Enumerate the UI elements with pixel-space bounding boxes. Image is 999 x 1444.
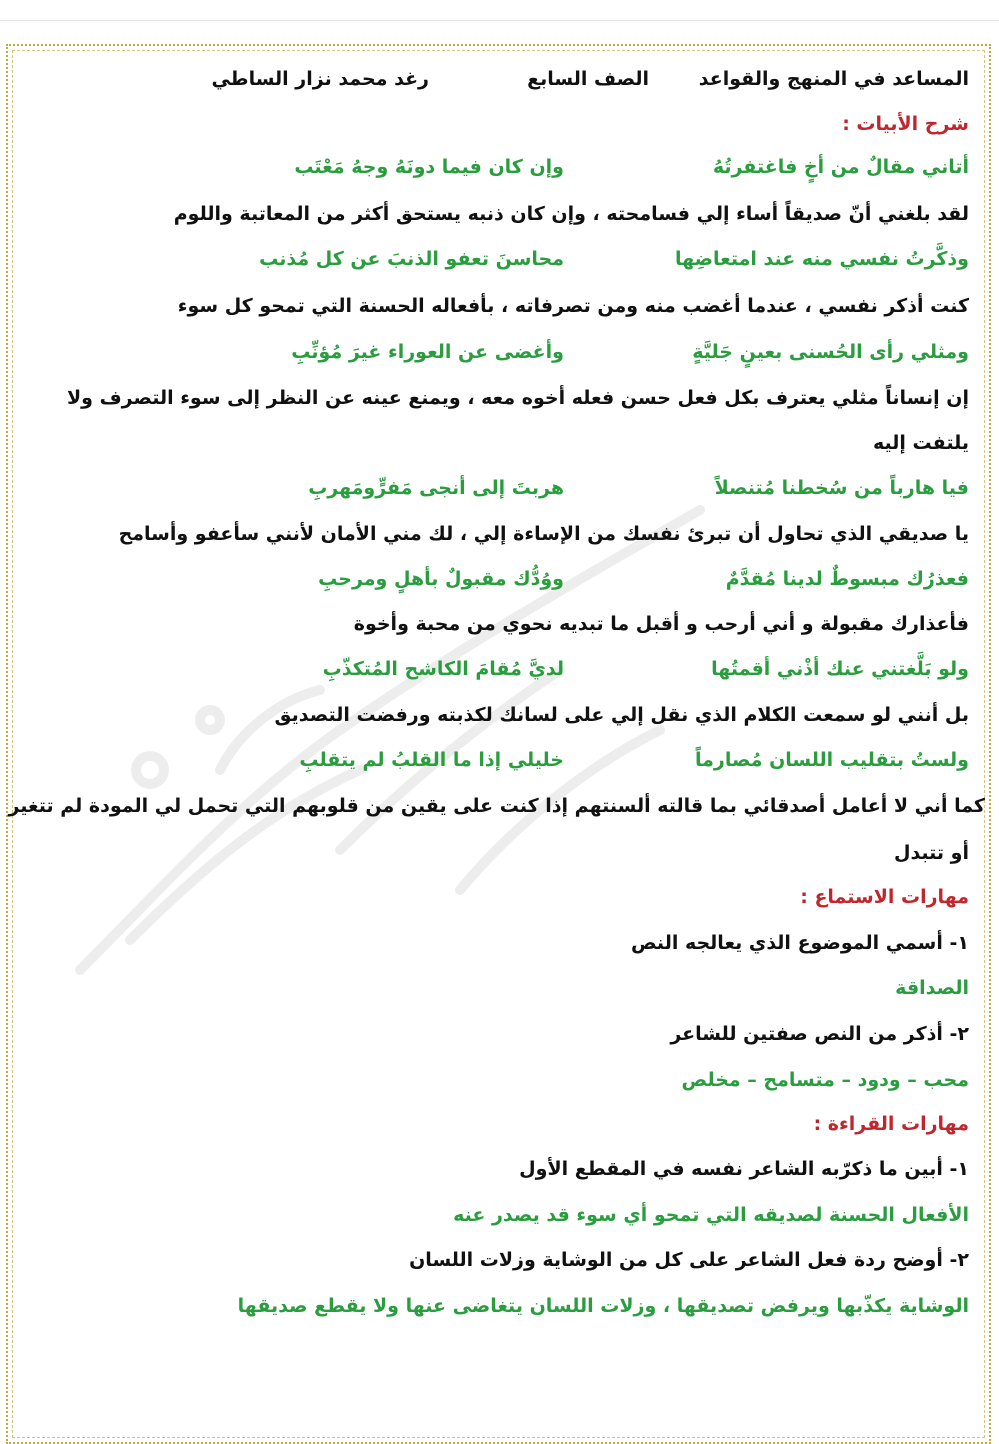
verse-explanation: يا صديقي الذي تحاول أن تبرئ نفسك من الإساءة إلي ، لك مني الأمان لأنني سأعفو وأسامح — [118, 523, 969, 545]
listening-heading: مهارات الاستماع : — [800, 886, 969, 908]
verse-1 — [219, 156, 969, 186]
grade-label: الصف السابع — [527, 68, 649, 90]
listening-answer-1: الصداقة — [895, 977, 969, 999]
document-header — [139, 68, 969, 98]
verse-explanation: إن إنساناً مثلي يعترف بكل فعل حسن فعله أخوه معه ، ويمنع عينه عن النظر إلى سوء التصرف ولا — [67, 387, 969, 409]
verse-first-hemistich: ولو بَلَّغتني عنك أذْني أقمتُها — [711, 658, 969, 680]
verse-second-hemistich: لديَّ مُقامَ الكاشح المُتكذّبِ — [322, 658, 564, 680]
verse-second-hemistich: محاسنَ تعفو الذنبَ عن كل مُذنب — [259, 248, 564, 270]
verse-second-hemistich: خليلي إذا ما القلبُ لم يتقلبِ — [299, 749, 564, 771]
top-divider — [0, 20, 999, 21]
explanation-heading: شرح الأبيات : — [842, 113, 969, 135]
listening-answer-2: محب – ودود – متسامح – مخلص — [681, 1069, 969, 1091]
verse-4 — [219, 477, 969, 507]
verse-explanation: فأعذارك مقبولة و أني أرحب و أقبل ما تبديه نحوي من محبة وأخوة — [353, 613, 969, 635]
verse-first-hemistich: فعذرُك مبسوطٌ لدينا مُقدَّمٌ — [725, 568, 969, 590]
verse-explanation: كما أني لا أعامل أصدقائي بما قالته ألسنتهم إذا كنت على يقين من قلوبهم التي تحمل لي المودة لم تتغير — [8, 795, 985, 817]
verse-first-hemistich: وذكَّرتُ نفسي منه عند امتعاضِها — [674, 248, 969, 270]
verse-explanation-continued: أو تتبدل — [893, 842, 969, 864]
subject-title: المساعد في المنهج والقواعد — [698, 68, 969, 90]
verse-first-hemistich: فيا هارباً من سُخطنا مُتنصلاً — [714, 477, 969, 499]
reading-answer-2: الوشاية يكذّبها ويرفض تصديقها ، وزلات اللسان يتغاضى عنها ولا يقطع صديقها — [237, 1295, 969, 1317]
verse-5 — [219, 568, 969, 598]
listening-question-2: ٢- أذكر من النص صفتين للشاعر — [670, 1023, 969, 1045]
reading-question-2: ٢- أوضح ردة فعل الشاعر على كل من الوشاية وزلات اللسان — [409, 1249, 969, 1271]
verse-3 — [219, 341, 969, 371]
verse-second-hemistich: وأغضى عن العوراء غيرَ مُؤنِّبِ — [291, 341, 564, 363]
verse-explanation-continued: يلتفت إليه — [873, 432, 969, 454]
verse-6 — [219, 658, 969, 688]
verse-first-hemistich: أتاني مقالٌ من أخٍ فاغتفرتُهُ — [712, 156, 969, 178]
listening-question-1: ١- أسمي الموضوع الذي يعالجه النص — [631, 932, 969, 954]
verse-second-hemistich: وإن كان فيما دونَهُ وجهُ مَعْتَب — [294, 156, 564, 178]
verse-explanation: كنت أذكر نفسي ، عندما أغضب منه ومن تصرفاته ، بأفعاله الحسنة التي تمحو كل سوء — [177, 295, 969, 317]
verse-explanation: بل أنني لو سمعت الكلام الذي نقل إلي على لسانك لكذبته ورفضت التصديق — [274, 704, 969, 726]
verse-explanation: لقد بلغني أنّ صديقاً أساء إلي فسامحته ، وإن كان ذنبه يستحق أكثر من المعاتبة واللوم — [173, 203, 969, 225]
verse-7 — [219, 749, 969, 779]
reading-answer-1: الأفعال الحسنة لصديقه التي تمحو أي سوء قد يصدر عنه — [453, 1204, 969, 1226]
verse-first-hemistich: ولستُ بتقليب اللسان مُصارماً — [695, 749, 969, 771]
reading-heading: مهارات القراءة : — [813, 1113, 969, 1135]
author-name: رغد محمد نزار الساطي — [211, 68, 429, 90]
verse-second-hemistich: هربتَ إلى أنجى مَفرٍّومَهربِ — [308, 477, 564, 499]
verse-2 — [219, 248, 969, 278]
verse-second-hemistich: ووُدُّك مقبولٌ بأهلٍ ومرحبِ — [318, 568, 564, 590]
verse-first-hemistich: ومثلي رأى الحُسنى بعينٍ جَليَّةٍ — [692, 341, 969, 363]
reading-question-1: ١- أبين ما ذكرّبه الشاعر نفسه في المقطع الأول — [519, 1158, 969, 1180]
